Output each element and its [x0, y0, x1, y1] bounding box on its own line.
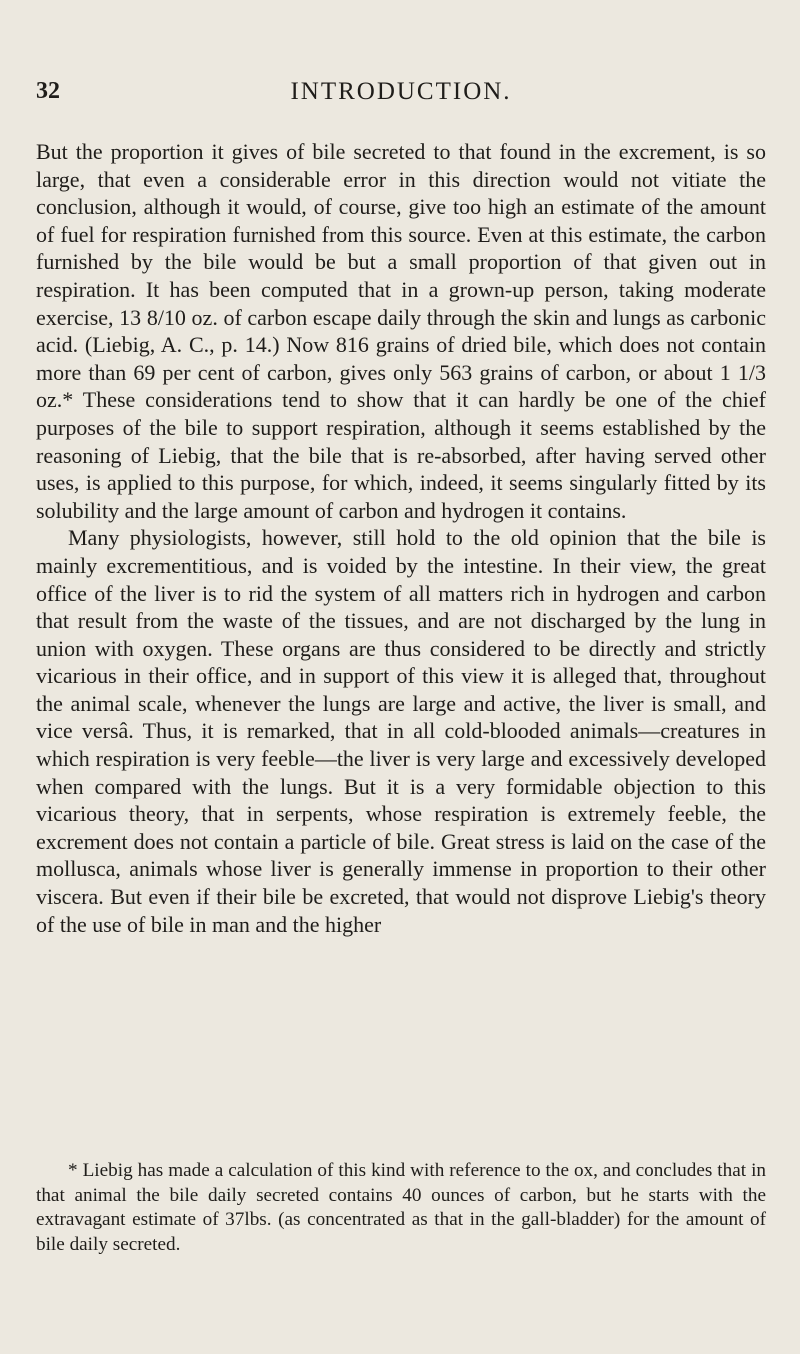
- running-head: INTRODUCTION.: [290, 78, 512, 105]
- page-header: [36, 78, 766, 118]
- paragraph-1: But the proportion it gives of bile secreted to that found in the excrement, is so large, that even a considerable error in this direction would not vitiate the conclusion, although it would, of course, give too high an estimate of the amount of fuel for respiration furnished from this source. Even at this estimate, the carbon furnished by the bile would be but a small proportion of that given out in respiration. It has been computed that in a grown-up person, taking moderate exercise, 13 8/10 oz. of carbon escape daily through the skin and lungs as carbonic acid. (Liebig, A. C., p. 14.) Now 816 grains of dried bile, which does not contain more than 69 per cent of carbon, gives only 563 grains of carbon, or about 1 1/3 oz.* These considerations tend to show that it can hardly be one of the chief purposes of the bile to support respiration, although it seems established by the reasoning of Liebig, that the bile that is re-absorbed, after having served other uses, is applied to this purpose, for which, indeed, it seems singularly fitted by its solubility and the large amount of carbon and hydrogen it contains.: [36, 139, 766, 523]
- main-text: [36, 138, 766, 938]
- paragraph-2: Many physiologists, however, still hold to the old opinion that the bile is mainly excrementitious, and is voided by the intestine. In their view, the great office of the liver is to rid the system of all matters rich in hydrogen and carbon that result from the waste of the tissues, and are not discharged by the lung in union with oxygen. These organs are thus considered to be directly and strictly vicarious in their office, and in support of this view it is alleged that, throughout the animal scale, whenever the lungs are large and active, the liver is small, and vice versâ. Thus, it is remarked, that in all cold-blooded animals—creatures in which respiration is very feeble—the liver is very large and excessively developed when compared with the lungs. But it is a very formidable objection to this vicarious theory, that in serpents, whose respiration is extremely feeble, the excrement does not contain a particle of bile. Great stress is laid on the case of the mollusca, animals whose liver is generally immense in proportion to their other viscera. But even if their bile be excreted, that would not disprove Liebig's theory of the use of bile in man and the higher: [36, 525, 766, 937]
- page-number: 32: [36, 78, 60, 104]
- footnote-text: * Liebig has made a calculation of this kind with reference to the ox, and concludes that in that animal the bile daily secreted contains 40 ounces of carbon, but he starts with the extravagant estimate of 37lbs. (as concentrated as that in the gall-bladder) for the amount of bile daily secreted.: [36, 1160, 766, 1255]
- footnote: [36, 1159, 766, 1257]
